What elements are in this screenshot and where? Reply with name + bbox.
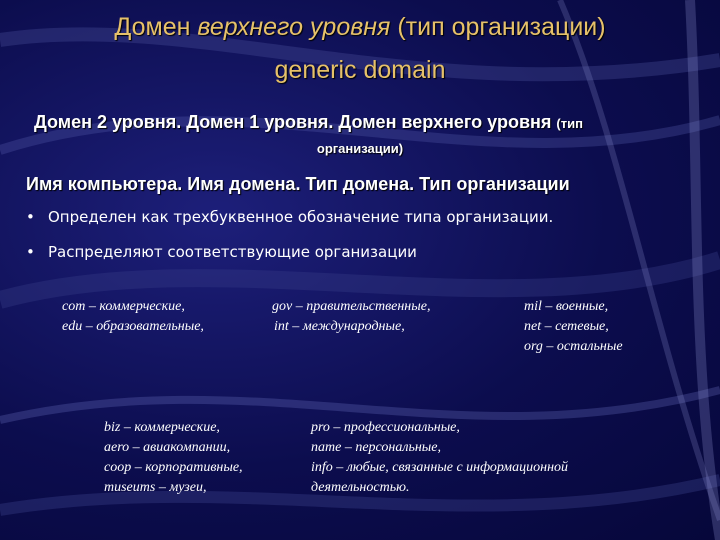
domain-hierarchy-heading-continuation: организации)	[316, 141, 404, 156]
domain-entry: org – остальные	[524, 339, 623, 354]
domain-entry: museums – музеи,	[104, 480, 207, 495]
domain-entry: biz – коммерческие,	[104, 420, 220, 435]
group1-col1	[62, 297, 204, 337]
domain-entry: gov – правительственные,	[272, 299, 431, 314]
title-italic-part: верхнего уровня	[197, 13, 391, 41]
bullet-glyph: •	[26, 243, 35, 261]
domain-entry: aero – авиакомпании,	[104, 440, 231, 455]
domain-entry: деятельностью.	[311, 480, 410, 495]
group2-col2	[311, 418, 568, 498]
domain-entry: pro – профессиональные,	[311, 420, 460, 435]
bullet-item: • Определен как трехбуквенное обозначение типа организации.	[26, 208, 554, 226]
domain-entry: mil – военные,	[524, 299, 609, 314]
slide-title-line2: generic domain	[274, 56, 446, 84]
domain-entry: com – коммерческие,	[62, 299, 185, 314]
domain-entry: edu – образовательные,	[62, 319, 204, 334]
domain-entry: info – любые, связанные с информационной	[311, 460, 569, 475]
computer-name-heading: Имя компьютера. Имя домена. Тип домена. Тип организации	[26, 174, 570, 194]
domain-entry: name – персональные,	[311, 440, 441, 455]
slide-title-line1: Домен верхнего уровня (тип организации)	[114, 13, 606, 41]
group1-col2	[272, 297, 430, 337]
bullet-item: • Распределяют соответствующие организации	[26, 243, 417, 261]
domain-entry: coop – корпоративные,	[104, 460, 243, 475]
group1-col3	[524, 297, 623, 357]
domain-entry: int – международные,	[274, 319, 405, 334]
bullet-glyph: •	[26, 208, 35, 226]
domain-hierarchy-heading: Домен 2 уровня. Домен 1 уровня. Домен верхнего уровня (тип	[34, 112, 583, 132]
domain-entry: net – сетевые,	[524, 319, 609, 334]
group2-col1	[104, 418, 243, 498]
